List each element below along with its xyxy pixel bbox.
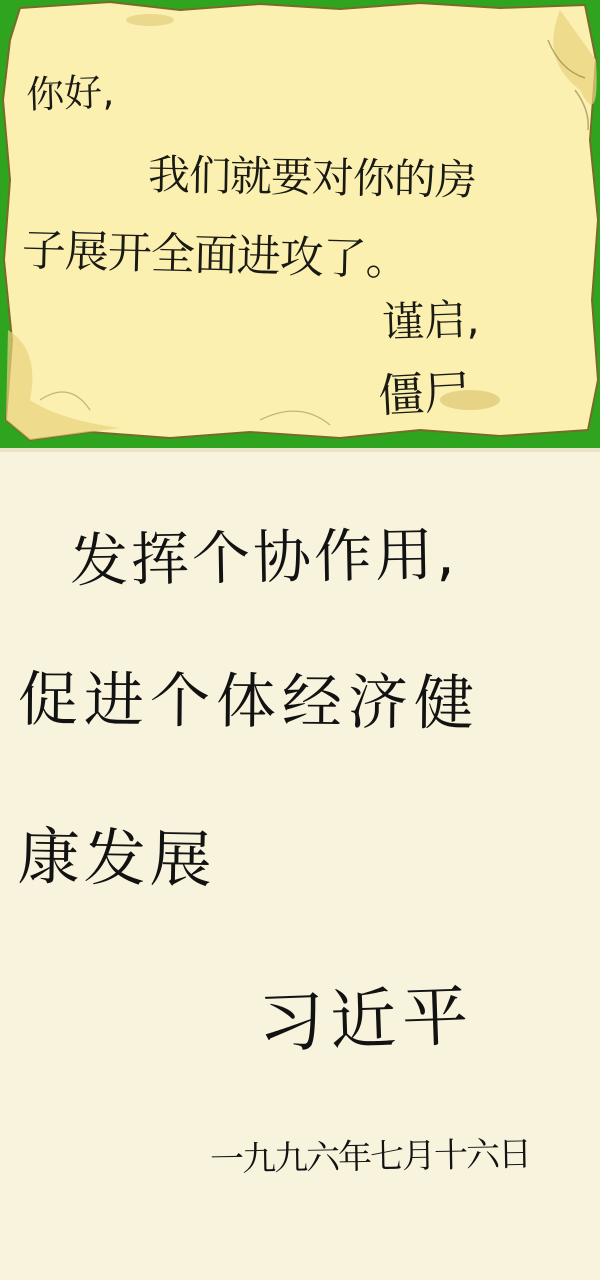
inscription-line-3: 康发展 [17, 820, 217, 897]
inscription-line-2: 促进个体经济健 [17, 665, 481, 740]
note-line-2: 子展开全面进攻了。 [21, 225, 410, 287]
note-signature: 僵尸 [376, 364, 472, 423]
note-greeting: 你好, [25, 69, 115, 117]
note-closing: 谨启, [381, 294, 481, 347]
inscription-line-1: 发挥个协作用, [69, 520, 459, 595]
inscription-signature: 习近平 [256, 977, 476, 1062]
inscription-date: 一九九六年七月十六日 [209, 1134, 531, 1180]
note-line-1: 我们就要对你的房 [147, 150, 477, 205]
inscription-panel [0, 452, 600, 1280]
paper-burn-mark [126, 14, 174, 26]
zombie-note-panel [0, 0, 600, 448]
